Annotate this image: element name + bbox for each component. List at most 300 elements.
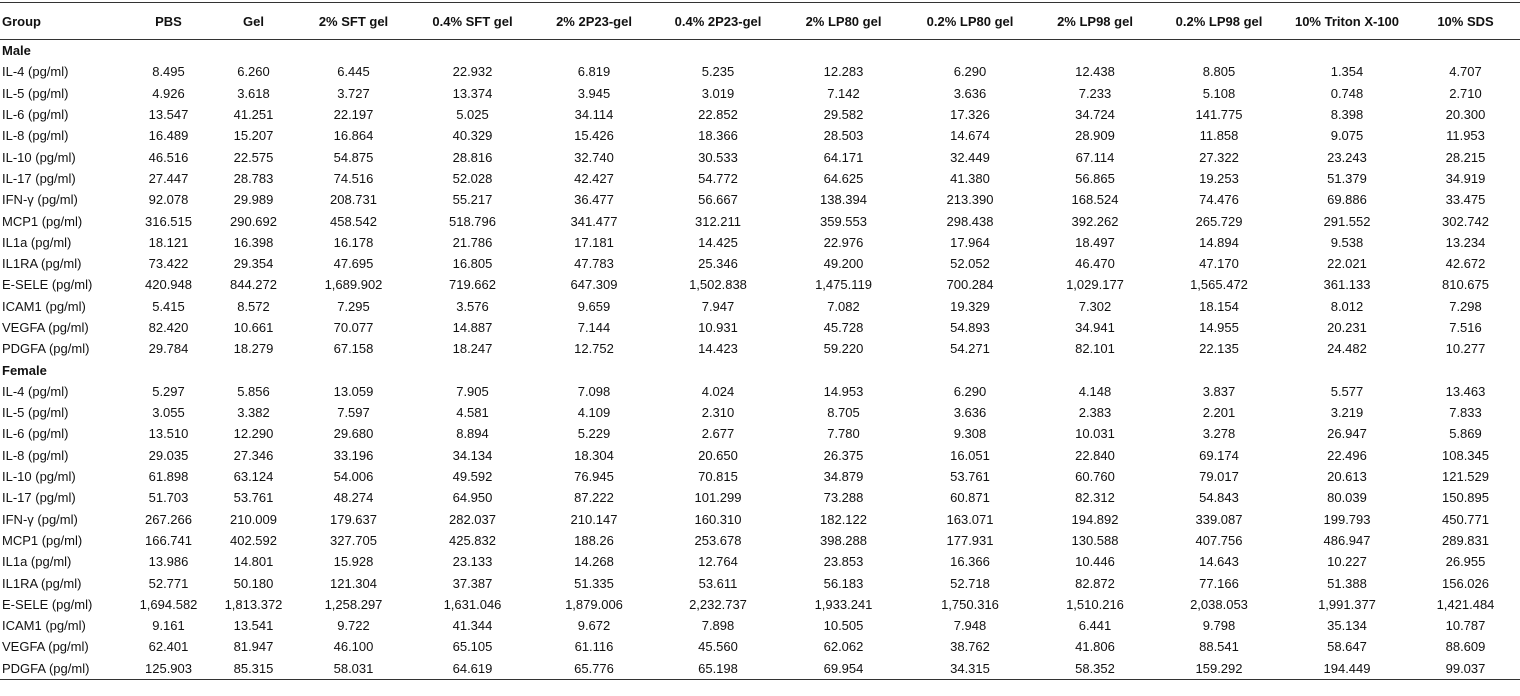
data-cell: 1,933.241 (814, 596, 873, 612)
data-cell: 73.288 (823, 490, 864, 506)
data-cell: 51.335 (574, 575, 614, 591)
column-header: 2% LP98 gel (1057, 13, 1133, 29)
data-cell: 45.560 (698, 639, 738, 655)
data-cell: 14.955 (1199, 320, 1239, 335)
table-row (0, 636, 1520, 657)
data-cell: 6.445 (337, 64, 370, 80)
data-cell: 10.661 (233, 320, 274, 335)
data-cell: 28.783 (233, 170, 274, 186)
data-cell: 14.894 (1199, 234, 1239, 250)
data-cell: 24.482 (1327, 341, 1367, 357)
data-cell: 34.941 (1075, 320, 1115, 335)
data-cell: 65.776 (574, 660, 614, 676)
data-cell: 34.315 (950, 660, 990, 676)
table-row (0, 466, 1520, 487)
table-body (0, 40, 1520, 680)
column-header: 0.2% LP98 gel (1175, 13, 1263, 29)
data-cell: 166.741 (145, 532, 192, 548)
data-cell: 14.887 (452, 320, 493, 335)
data-cell: 6.441 (1078, 618, 1112, 634)
data-cell: 3.636 (953, 85, 987, 101)
section-label: Male (2, 43, 31, 59)
data-cell: 1,631.046 (443, 596, 502, 612)
table-row (0, 594, 1520, 615)
data-cell: 49.200 (823, 256, 864, 272)
data-cell: 1,694.582 (139, 596, 198, 612)
data-cell: 182.122 (820, 511, 867, 527)
data-cell: 82.312 (1075, 490, 1115, 506)
data-cell: 7.295 (337, 298, 370, 314)
data-cell: 88.609 (1445, 639, 1486, 655)
data-cell: 6.290 (953, 64, 987, 80)
column-header: 2% SFT gel (318, 13, 389, 29)
data-cell: 210.009 (230, 511, 277, 527)
data-cell: 1,689.902 (324, 277, 383, 293)
data-cell: 719.662 (449, 277, 496, 293)
data-cell: 2,232.737 (689, 596, 747, 612)
data-cell: 12.438 (1075, 64, 1115, 80)
data-cell: 28.909 (1075, 128, 1115, 144)
data-cell: 42.427 (574, 170, 614, 186)
data-cell: 1,565.472 (1190, 277, 1248, 293)
data-cell: 316.515 (145, 213, 192, 229)
data-cell: 9.722 (337, 618, 370, 634)
data-cell: 7.597 (337, 405, 370, 421)
data-cell: 36.477 (574, 192, 614, 208)
data-cell: 7.948 (953, 618, 987, 634)
data-cell: 289.831 (1442, 532, 1489, 548)
data-cell: 29.035 (148, 447, 189, 463)
data-cell: 14.801 (233, 554, 274, 570)
data-cell: 28.503 (823, 128, 864, 144)
data-cell: 52.052 (950, 256, 990, 272)
data-cell: 64.171 (823, 149, 864, 165)
data-cell: 46.100 (333, 639, 374, 655)
data-cell: 64.625 (823, 170, 864, 186)
data-cell: 13.059 (333, 383, 374, 399)
data-cell: 27.346 (233, 447, 274, 463)
data-cell: 7.905 (456, 383, 489, 399)
data-cell: 7.302 (1078, 298, 1112, 314)
data-cell: 54.843 (1199, 490, 1239, 506)
data-cell: 20.613 (1327, 469, 1367, 485)
data-cell: 64.950 (452, 490, 493, 506)
column-header: 0.2% LP80 gel (926, 13, 1014, 29)
data-cell: 150.895 (1442, 490, 1489, 506)
data-cell: 12.752 (574, 341, 614, 357)
table-row (0, 338, 1520, 359)
data-cell: 16.489 (148, 128, 189, 144)
data-cell: 156.026 (1442, 575, 1489, 591)
data-cell: 1,750.316 (941, 596, 999, 612)
data-cell: 28.816 (452, 149, 493, 165)
data-cell: 125.903 (145, 660, 192, 676)
data-cell: 51.379 (1327, 170, 1367, 186)
data-cell: 54.893 (950, 320, 990, 335)
data-cell: 282.037 (449, 511, 496, 527)
data-cell: 168.524 (1071, 192, 1119, 208)
data-cell: 27.447 (148, 170, 189, 186)
row-label: IL-6 (pg/ml) (2, 426, 69, 442)
column-header: 0.4% 2P23-gel (674, 13, 762, 29)
data-cell: 64.619 (452, 660, 493, 676)
data-cell: 291.552 (1323, 213, 1371, 229)
data-cell: 312.211 (694, 213, 742, 229)
data-cell: 15.207 (233, 128, 274, 144)
data-cell: 52.718 (950, 575, 990, 591)
data-cell: 12.764 (698, 554, 738, 570)
data-cell: 40.329 (452, 128, 493, 144)
data-cell: 844.272 (230, 277, 277, 293)
data-cell: 7.298 (1449, 298, 1482, 314)
data-cell: 18.304 (574, 447, 614, 463)
data-cell: 10.031 (1075, 426, 1115, 442)
table-row (0, 487, 1520, 508)
data-cell: 34.114 (574, 107, 614, 123)
row-label: IL1RA (pg/ml) (2, 256, 82, 272)
data-cell: 13.510 (148, 426, 189, 442)
data-cell: 56.865 (1075, 170, 1115, 186)
data-cell: 3.636 (953, 405, 987, 421)
data-cell: 70.077 (333, 320, 374, 335)
data-cell: 13.541 (233, 618, 274, 634)
data-cell: 82.101 (1075, 341, 1115, 357)
data-cell: 34.919 (1445, 170, 1486, 186)
table-row (0, 189, 1520, 210)
row-label: ICAM1 (pg/ml) (2, 298, 86, 314)
data-cell: 194.449 (1323, 660, 1371, 676)
data-cell: 420.948 (145, 277, 192, 293)
data-cell: 49.592 (452, 469, 493, 485)
data-cell: 3.618 (237, 85, 270, 101)
table-row (0, 61, 1520, 82)
table-row (0, 210, 1520, 231)
data-cell: 3.055 (152, 405, 185, 421)
data-cell: 141.775 (1195, 107, 1243, 123)
data-cell: 26.955 (1445, 554, 1486, 570)
data-cell: 1,475.119 (815, 277, 872, 293)
data-cell: 11.953 (1446, 128, 1485, 144)
data-cell: 4.109 (577, 405, 611, 421)
data-cell: 18.121 (148, 234, 189, 250)
data-cell: 5.025 (456, 107, 489, 123)
row-label: PDGFA (pg/ml) (2, 341, 90, 357)
data-cell: 16.864 (333, 128, 374, 144)
data-cell: 65.105 (452, 639, 493, 655)
data-cell: 69.954 (823, 660, 864, 676)
data-cell: 47.695 (333, 256, 374, 272)
data-cell: 160.310 (694, 511, 742, 527)
data-cell: 28.215 (1445, 149, 1486, 165)
row-label: MCP1 (pg/ml) (2, 213, 83, 229)
data-cell: 213.390 (946, 192, 994, 208)
data-cell: 42.672 (1445, 256, 1486, 272)
data-cell: 38.762 (950, 639, 990, 655)
data-cell: 52.771 (148, 575, 189, 591)
data-cell: 253.678 (694, 532, 742, 548)
data-cell: 54.271 (950, 341, 990, 357)
data-cell: 14.674 (950, 128, 990, 144)
data-cell: 6.290 (953, 383, 987, 399)
data-cell: 339.087 (1195, 511, 1243, 527)
data-cell: 14.268 (574, 554, 614, 570)
data-cell: 22.021 (1327, 256, 1367, 272)
data-cell: 9.798 (1202, 618, 1236, 634)
data-cell: 25.346 (698, 256, 738, 272)
data-cell: 700.284 (946, 277, 994, 293)
row-label: IL1a (pg/ml) (2, 234, 72, 250)
data-cell: 1.354 (1330, 64, 1364, 80)
data-cell: 265.729 (1195, 213, 1243, 229)
data-cell: 7.233 (1078, 85, 1112, 101)
data-cell: 61.116 (574, 639, 614, 655)
data-cell: 58.352 (1075, 660, 1115, 676)
data-cell: 80.039 (1327, 490, 1367, 506)
column-header: 10% Triton X-100 (1294, 13, 1400, 29)
data-cell: 298.438 (946, 213, 994, 229)
table-row (0, 445, 1520, 466)
data-cell: 17.181 (574, 234, 614, 250)
data-cell: 77.166 (1199, 575, 1239, 591)
table-row (0, 83, 1520, 104)
table-row (0, 509, 1520, 530)
data-cell: 121.304 (330, 575, 377, 591)
row-label: IL-10 (pg/ml) (2, 469, 76, 485)
data-cell: 87.222 (574, 490, 614, 506)
data-cell: 18.279 (233, 341, 274, 357)
data-cell: 27.322 (1199, 149, 1239, 165)
data-cell: 69.886 (1327, 192, 1367, 208)
data-cell: 61.898 (148, 469, 189, 485)
data-cell: 361.133 (1323, 277, 1371, 293)
data-cell: 53.761 (233, 490, 274, 506)
column-header: Gel (243, 13, 264, 29)
data-cell: 69.174 (1199, 447, 1239, 463)
data-cell: 5.415 (152, 298, 185, 314)
data-cell: 810.675 (1442, 277, 1489, 293)
data-cell: 48.274 (333, 490, 374, 506)
row-label: IL-8 (pg/ml) (2, 128, 69, 144)
row-label: IL1a (pg/ml) (2, 554, 72, 570)
data-cell: 15.426 (574, 128, 614, 144)
data-cell: 327.705 (330, 532, 377, 548)
data-cell: 58.031 (333, 660, 374, 676)
data-cell: 8.805 (1202, 64, 1236, 80)
data-cell: 23.853 (823, 554, 864, 570)
data-cell: 3.837 (1202, 383, 1236, 399)
data-cell: 7.098 (577, 383, 611, 399)
row-label: IL-6 (pg/ml) (2, 107, 69, 123)
data-cell: 82.420 (148, 320, 189, 335)
table-row (0, 615, 1520, 636)
row-label: IL-10 (pg/ml) (2, 149, 76, 165)
data-cell: 29.680 (333, 426, 374, 442)
data-cell: 19.329 (950, 298, 990, 314)
data-cell: 8.894 (456, 426, 489, 442)
data-cell: 138.394 (820, 192, 867, 208)
row-label: IL-4 (pg/ml) (2, 383, 69, 399)
data-cell: 46.516 (148, 149, 189, 165)
data-cell: 79.017 (1199, 469, 1239, 485)
data-cell: 10.931 (698, 320, 738, 335)
data-cell: 2,038.053 (1190, 596, 1248, 612)
section-label: Female (2, 362, 47, 378)
data-cell: 67.158 (333, 341, 374, 357)
data-cell: 76.945 (574, 469, 614, 485)
data-cell: 13.463 (1445, 383, 1486, 399)
data-cell: 12.283 (823, 64, 864, 80)
data-cell: 92.078 (148, 192, 189, 208)
data-cell: 407.756 (1195, 532, 1243, 548)
column-header: 2% 2P23-gel (556, 13, 632, 29)
data-cell: 177.931 (946, 532, 994, 548)
data-cell: 425.832 (449, 532, 496, 548)
data-cell: 5.229 (577, 426, 611, 442)
column-header: 2% LP80 gel (805, 13, 882, 29)
data-cell: 33.475 (1445, 192, 1486, 208)
data-cell: 59.220 (823, 341, 864, 357)
data-cell: 6.819 (577, 64, 611, 80)
data-cell: 5.108 (1202, 85, 1236, 101)
data-cell: 18.247 (452, 341, 493, 357)
data-cell: 12.290 (233, 426, 274, 442)
data-cell: 4.707 (1449, 64, 1482, 80)
data-cell: 56.667 (698, 192, 738, 208)
row-label: VEGFA (pg/ml) (2, 639, 89, 655)
data-cell: 2.710 (1449, 85, 1482, 101)
data-cell: 359.553 (820, 213, 867, 229)
data-cell: 22.976 (823, 234, 864, 250)
data-cell: 302.742 (1442, 213, 1489, 229)
row-label: IFN-γ (pg/ml) (2, 511, 78, 527)
data-cell: 11.858 (1199, 128, 1239, 144)
data-cell: 26.375 (823, 447, 864, 463)
row-label: VEGFA (pg/ml) (2, 320, 89, 335)
data-cell: 54.875 (333, 149, 374, 165)
data-cell: 518.796 (449, 213, 496, 229)
data-cell: 65.198 (698, 660, 738, 676)
data-cell: 41.806 (1075, 639, 1115, 655)
data-cell: 18.154 (1199, 298, 1239, 314)
data-cell: 9.308 (953, 426, 987, 442)
table-row (0, 274, 1520, 295)
data-cell: 23.133 (452, 554, 493, 570)
data-cell: 23.243 (1327, 149, 1367, 165)
table-row (0, 381, 1520, 402)
data-cell: 54.006 (333, 469, 374, 485)
data-cell: 53.761 (950, 469, 990, 485)
row-label: E-SELE (pg/ml) (2, 596, 93, 612)
data-cell: 208.731 (330, 192, 377, 208)
data-cell: 2.677 (701, 426, 735, 442)
table-row (0, 253, 1520, 274)
row-label: PDGFA (pg/ml) (2, 660, 90, 676)
data-cell: 34.879 (823, 469, 864, 485)
data-cell: 33.196 (333, 447, 374, 463)
row-label: IL-5 (pg/ml) (2, 405, 69, 421)
data-cell: 50.180 (233, 575, 274, 591)
data-cell: 8.398 (1330, 107, 1364, 123)
data-cell: 7.144 (577, 320, 611, 335)
data-cell: 8.705 (827, 405, 860, 421)
data-cell: 7.780 (827, 426, 860, 442)
data-cell: 458.542 (330, 213, 377, 229)
section-row (0, 40, 1520, 62)
data-cell: 6.260 (237, 64, 270, 80)
data-cell: 29.989 (233, 192, 274, 208)
data-cell: 22.197 (333, 107, 374, 123)
data-cell: 29.354 (233, 256, 274, 272)
data-cell: 55.217 (452, 192, 493, 208)
data-cell: 13.986 (148, 554, 189, 570)
data-cell: 108.345 (1442, 447, 1489, 463)
header-row (0, 3, 1520, 40)
data-cell: 85.315 (233, 660, 274, 676)
row-label: IL-8 (pg/ml) (2, 447, 69, 463)
data-cell: 9.075 (1330, 128, 1364, 144)
cytokine-data-table (0, 2, 1520, 680)
data-cell: 1,879.006 (565, 596, 623, 612)
data-cell: 56.183 (823, 575, 864, 591)
data-cell: 5.297 (152, 383, 185, 399)
data-cell: 5.577 (1330, 383, 1364, 399)
data-cell: 8.012 (1330, 298, 1364, 314)
row-label: IFN-γ (pg/ml) (2, 192, 78, 208)
data-cell: 46.470 (1075, 256, 1115, 272)
data-cell: 3.576 (456, 298, 489, 314)
data-cell: 19.253 (1199, 170, 1239, 186)
data-cell: 16.178 (333, 234, 374, 250)
data-cell: 398.288 (820, 532, 867, 548)
data-cell: 51.388 (1327, 575, 1367, 591)
data-cell: 3.945 (577, 85, 611, 101)
data-cell: 1,029.177 (1066, 277, 1124, 293)
data-cell: 26.947 (1327, 426, 1367, 442)
row-label: IL-17 (pg/ml) (2, 490, 76, 506)
data-cell: 16.051 (950, 447, 990, 463)
data-cell: 4.926 (152, 85, 185, 101)
data-cell: 392.262 (1071, 213, 1119, 229)
data-cell: 8.572 (237, 298, 270, 314)
data-cell: 9.672 (577, 618, 611, 634)
data-cell: 290.692 (230, 213, 277, 229)
data-cell: 179.637 (330, 511, 377, 527)
data-cell: 4.024 (701, 383, 735, 399)
data-cell: 13.547 (148, 107, 189, 123)
data-cell: 60.760 (1075, 469, 1115, 485)
data-cell: 3.727 (337, 85, 370, 101)
data-cell: 47.783 (574, 256, 614, 272)
data-cell: 450.771 (1442, 511, 1489, 527)
data-cell: 5.869 (1449, 426, 1482, 442)
data-cell: 3.019 (701, 85, 735, 101)
data-cell: 3.278 (1202, 426, 1236, 442)
data-cell: 159.292 (1195, 660, 1243, 676)
data-cell: 1,991.377 (1318, 596, 1376, 612)
data-cell: 70.815 (698, 469, 738, 485)
data-cell: 14.425 (698, 234, 738, 250)
row-label: IL-5 (pg/ml) (2, 85, 69, 101)
data-cell: 22.840 (1075, 447, 1115, 463)
data-cell: 199.793 (1323, 511, 1371, 527)
data-cell: 29.784 (148, 341, 189, 357)
data-cell: 45.728 (823, 320, 864, 335)
column-header: Group (2, 13, 41, 29)
row-label: IL-17 (pg/ml) (2, 170, 76, 186)
data-cell: 14.953 (823, 383, 864, 399)
data-cell: 3.382 (237, 405, 270, 421)
table-row (0, 317, 1520, 338)
